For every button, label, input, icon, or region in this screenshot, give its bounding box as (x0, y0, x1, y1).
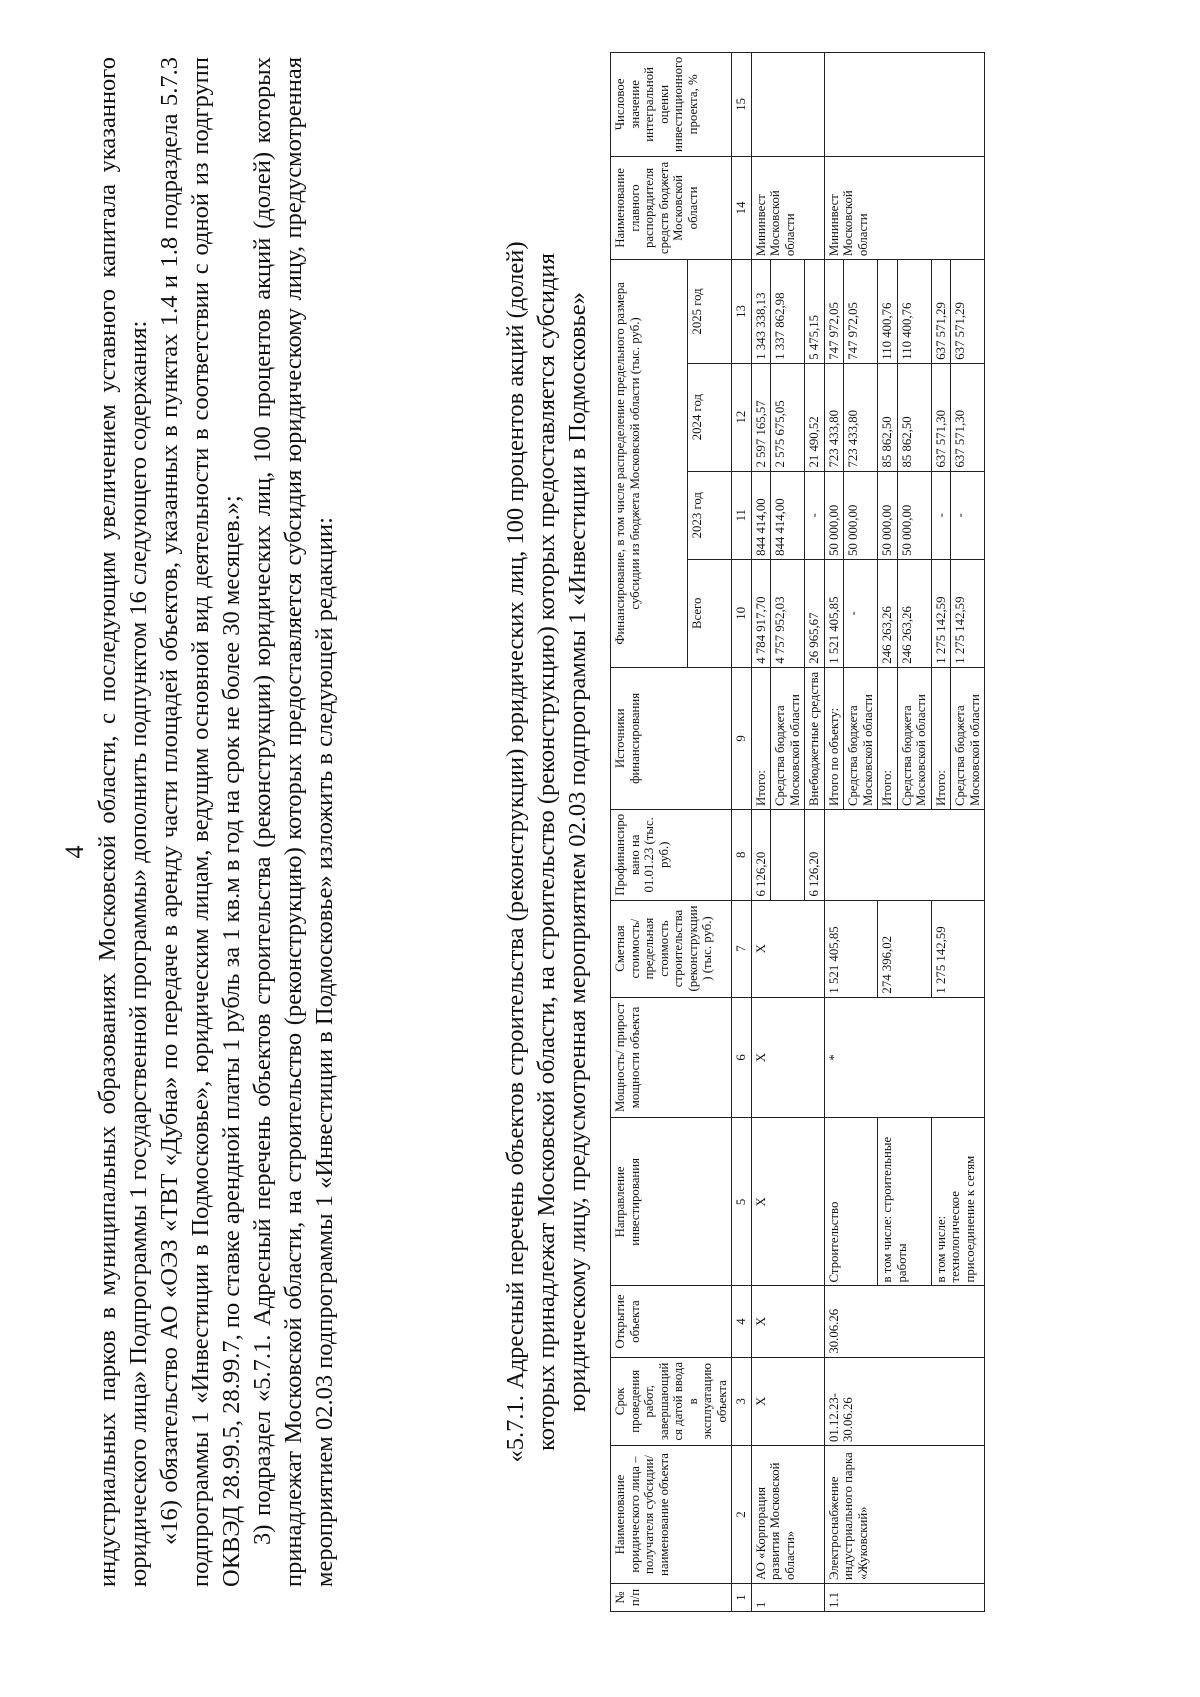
column-number: 14 (732, 156, 752, 259)
value-cell: 21 490,52 (805, 363, 825, 471)
section-title-line: юридическому лицу, предусмотренная мероприятием 02.03 подпрограммы 1 «Инвестиции в Подмосковье» (564, 292, 591, 1412)
value-cell: 50 000,00 (844, 471, 878, 559)
header-cost: Сметная стоимость/ предельная стоимость строительства (реконструкции) (тыс. руб.) (611, 900, 732, 997)
financed-cell: 6 126,20 (805, 810, 825, 901)
column-number: 4 (732, 1286, 752, 1357)
capacity-cell: * (824, 997, 985, 1118)
header-financing-group: Финансирование, в том числе распределение предельного размера субсидии из бюджета Московской области (тыс. руб.) (611, 260, 688, 668)
source-cell: Средства бюджета Московской области (771, 667, 805, 809)
source-cell: Средства бюджета Московской области (844, 667, 878, 809)
value-cell: 4 784 917,70 (751, 559, 771, 667)
source-cell: Средства бюджета Московской области (897, 667, 931, 809)
score-cell (824, 53, 985, 157)
column-number: 8 (732, 810, 752, 901)
header-direction: Направление инвестирования (611, 1118, 732, 1286)
row-number: 1.1 (824, 1583, 985, 1611)
value-cell: 50 000,00 (897, 471, 931, 559)
source-cell: Итого: (878, 667, 898, 809)
value-cell: 747 972,05 (824, 260, 844, 364)
page-number: 4 (60, 845, 89, 859)
value-cell: 26 965,67 (805, 559, 825, 667)
source-cell: Итого: (751, 667, 771, 809)
header-2025: 2025 год (687, 260, 731, 364)
header-sources: Источники финансирования (611, 667, 732, 809)
value-cell: 844 414,00 (751, 471, 771, 559)
section-title-line: которых принадлежат Московской области, на строительство (реконструкцию) которых предоставляется субсидия (533, 253, 560, 1451)
value-cell: - (931, 471, 951, 559)
section-title (500, 107, 593, 1597)
header-score: Числовое значение интегральной оценки инвестиционного проекта, % (611, 53, 732, 157)
entity-name: АО «Корпорация развития Московской области» (751, 1446, 824, 1584)
row-number: 1 (751, 1583, 824, 1611)
source-cell: Внебюджетные средства (805, 667, 825, 809)
value-cell: 747 972,05 (844, 260, 878, 364)
cost-cell: 1 521 405,85 (824, 900, 878, 997)
value-cell: 637 571,30 (951, 363, 985, 471)
value-cell: - (805, 471, 825, 559)
column-number: 7 (732, 900, 752, 997)
column-number: 1 (732, 1583, 752, 1611)
value-cell: 844 414,00 (771, 471, 805, 559)
header-2023: 2023 год (687, 471, 731, 559)
value-cell: 50 000,00 (824, 471, 844, 559)
value-cell: 1 275 142,59 (931, 559, 951, 667)
value-cell: 2 597 165,57 (751, 363, 771, 471)
body-text (92, 57, 340, 1587)
value-cell: 110 400,76 (897, 260, 931, 364)
section-title-line: «5.7.1. Адресный перечень объектов строительства (реконструкции) юридических лиц, 100 процентов акций (долей) (502, 241, 529, 1463)
value-cell: 1 275 142,59 (951, 559, 985, 667)
open-cell: 30.06.26 (824, 1286, 985, 1357)
header-ministry: Наименование главного распорядителя средств бюджета Московской области (611, 156, 732, 259)
column-number-row (732, 53, 752, 1612)
header-total: Всего (687, 559, 731, 667)
open-cell: Х (751, 1286, 824, 1357)
value-cell: 1 521 405,85 (824, 559, 844, 667)
cost-cell: 274 396,02 (878, 900, 932, 997)
paragraph: индустриальных парков в муниципальных образованиях Московской области, с последующим увеличением уставного капитала указанного юридического лица» Подпрограммы 1 государственной программы» дополнить подпунктом 16 следующего содержания: (94, 57, 152, 1587)
value-cell: 723 433,80 (844, 363, 878, 471)
value-cell: 637 571,30 (931, 363, 951, 471)
value-cell: 637 571,29 (931, 260, 951, 364)
value-cell: 637 571,29 (951, 260, 985, 364)
value-cell: 85 862,50 (897, 363, 931, 471)
cost-cell: 1 275 142,59 (931, 900, 985, 997)
column-number: 5 (732, 1118, 752, 1286)
value-cell: 5 475,15 (805, 260, 825, 364)
value-cell: 4 757 952,03 (771, 559, 805, 667)
column-number: 2 (732, 1446, 752, 1584)
paragraph: «16) обязательство АО «ОЭЗ «ТВТ «Дубна» по передаче в аренду части площадей объектов, указанных в пунктах 1.4 и 1.8 подраздела 5.7.3 подпрограммы 1 «Инвестиции в Подмосковье», юридическим лицам, ведущим основной вид деятельности в соответствии с одной из подгрупп ОКВЭД 28.99.5, 28.99.7, по ставке арендной платы 1 рубль за 1 кв.м в год на срок не более 30 месяцев.»; (156, 57, 245, 1587)
term-cell: 01.12.23-30.06.26 (824, 1357, 985, 1445)
header-open: Открытие объекта (611, 1286, 732, 1357)
direction-cell: Х (751, 1118, 824, 1286)
table-row (751, 53, 771, 1612)
table-header-row (611, 53, 688, 1612)
header-num: № п/п (611, 1583, 732, 1611)
object-name: Электроснабжение индустриального парка «Жуковский» (824, 1446, 985, 1584)
header-capacity: Мощность/ прирост мощности объекта (611, 997, 732, 1118)
source-cell: Итого по объекту: (824, 667, 844, 809)
financed-cell (824, 810, 985, 901)
cost-cell: Х (751, 900, 824, 997)
table-row (824, 53, 844, 1612)
direction-cell: Строительство (824, 1118, 878, 1286)
paragraph: 3) подраздел «5.7.1. Адресный перечень объектов строительства (реконструкции) юридических лиц, 100 процентов акций (долей) которых принадлежат Московской области, на строительство (реконструкцию) которых предоставляется субсидия юридическому лицу, предусмотренная мероприятием 02.03 подпрограммы 1 «Инвестиции в Подмосковье» изложить в следующей редакции: (249, 57, 338, 1587)
column-number: 10 (732, 559, 752, 667)
column-number: 3 (732, 1357, 752, 1445)
term-cell: Х (751, 1357, 824, 1445)
value-cell: 1 337 862,98 (771, 260, 805, 364)
direction-cell: в том числе: технологическое присоединение к сетям (931, 1118, 985, 1286)
column-number: 6 (732, 997, 752, 1118)
value-cell: 723 433,80 (824, 363, 844, 471)
financed-cell: 6 126,20 (751, 810, 771, 901)
value-cell: 246 263,26 (897, 559, 931, 667)
address-list-table (610, 52, 985, 1612)
value-cell: 85 862,50 (878, 363, 898, 471)
header-2024: 2024 год (687, 363, 731, 471)
column-number: 12 (732, 363, 752, 471)
value-cell: - (951, 471, 985, 559)
value-cell: - (844, 559, 878, 667)
ministry-cell: Мининвест Московской области (824, 156, 985, 259)
value-cell: 50 000,00 (878, 471, 898, 559)
header-financed: Профинансировано на 01.01.23 (тыс. руб.) (611, 810, 732, 901)
capacity-cell: Х (751, 997, 824, 1118)
source-cell: Итого: (931, 667, 951, 809)
value-cell: 1 343 338,13 (751, 260, 771, 364)
value-cell: 110 400,76 (878, 260, 898, 364)
column-number: 15 (732, 53, 752, 157)
value-cell: 2 575 675,05 (771, 363, 805, 471)
column-number: 13 (732, 260, 752, 364)
header-term: Срок проведения работ, завершающийся датой ввода в эксплуатацию объекта (611, 1357, 732, 1445)
column-number: 11 (732, 471, 752, 559)
column-number: 9 (732, 667, 752, 809)
direction-cell: в том числе: строительные работы (878, 1118, 932, 1286)
ministry-cell: Мининвест Московской области (751, 156, 824, 259)
value-cell: 246 263,26 (878, 559, 898, 667)
score-cell (751, 53, 824, 157)
source-cell: Средства бюджета Московской области (951, 667, 985, 809)
header-name: Наименование юридического лица – получателя субсидии/ наименование объекта (611, 1446, 732, 1584)
financed-cell (771, 810, 805, 901)
